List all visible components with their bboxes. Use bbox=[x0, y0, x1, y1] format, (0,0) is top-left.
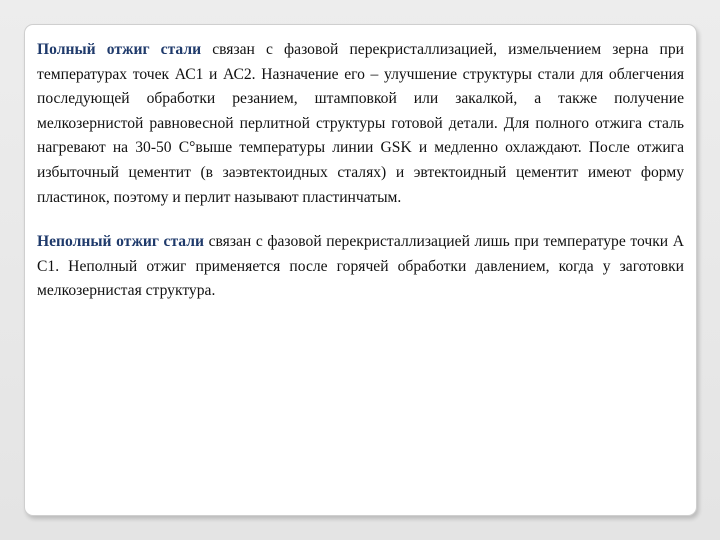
paragraph-incomplete-annealing-text: связан с фазовой перекристаллизацией лишь при температуре точки А С1. Неполный отжиг применяется после горячей обработки давлением, когда у заготовки мелкозернистая структура. bbox=[37, 233, 684, 300]
paragraph-incomplete-annealing bbox=[37, 230, 684, 304]
paragraph-full-annealing bbox=[37, 38, 684, 210]
term-full-annealing: Полный отжиг стали bbox=[37, 41, 202, 58]
slide-content bbox=[37, 38, 684, 304]
term-incomplete-annealing: Неполный отжиг стали bbox=[37, 233, 204, 251]
paragraph-full-annealing-text: связан с фазовой перекристаллизацией, измельчением зерна при температурах точек АС1 и АС2. Назначение его – улучшение структуры стали для облегчения последующей обработки резанием, штамповкой или закалкой, а также получение мелкозернистой равновесной перлитной структуры готовой детали. Для полного отжига сталь нагревают на 30-50 C°выше температуры линии GSK и медленно охлаждают. После отжига избыточный цементит (в заэвтектоидных сталях) и эвтектоидный цементит имеют форму пластинок, поэтому и перлит называют пластинчатым. bbox=[37, 41, 684, 206]
slide-frame bbox=[24, 24, 697, 516]
